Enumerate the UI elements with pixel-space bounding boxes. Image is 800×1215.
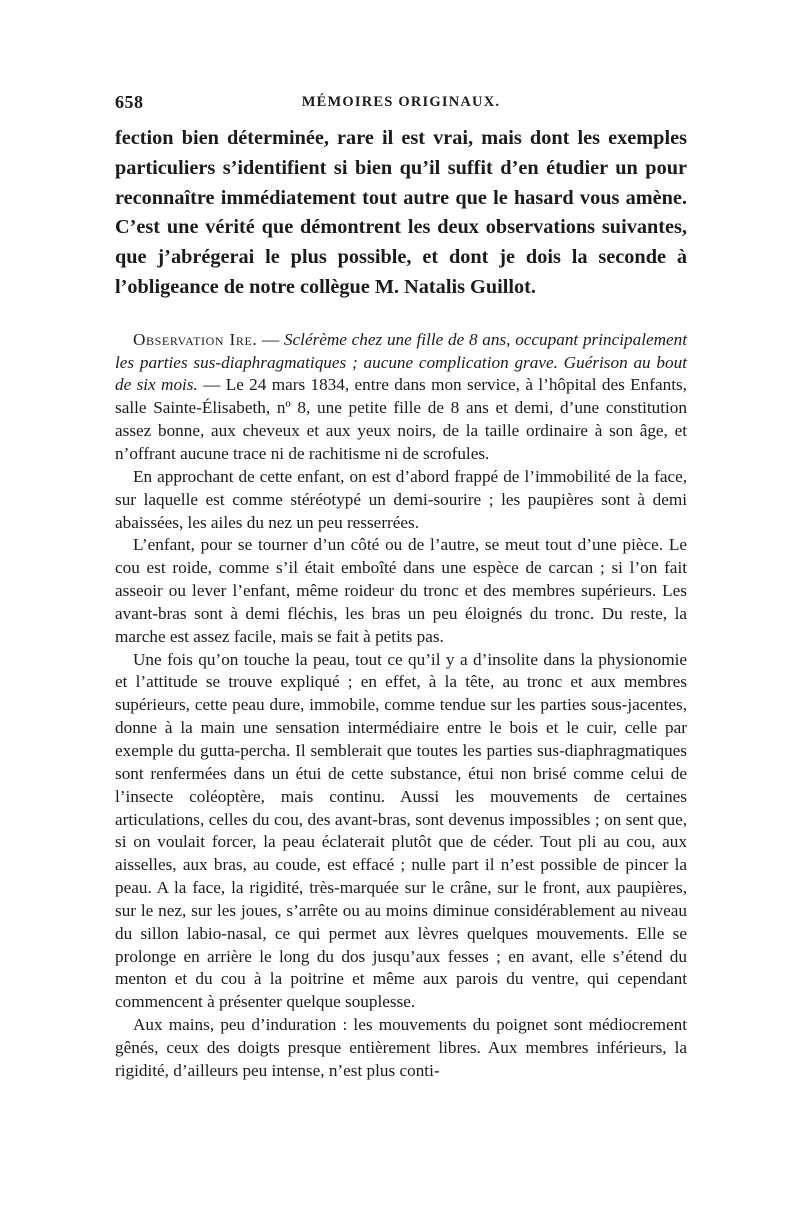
intro-paragraph: fection bien déterminée, rare il est vrai, mais dont les exemples particuliers s’identifient si bien qu’il suffit d’en étudier un pour reconnaître immédiatement tout autre que le hasard vous amène. C’est une vérité que démontrent les deux observations suivantes, que j’abrégerai le plus possible, et dont je dois la seconde à l’obligeance de notre collègue M. Natalis Guillot.: [115, 127, 687, 298]
observation-lead: — Le 24 mars 1834, entre dans mon service, à l’hôpital des Enfants, salle Sainte-Élisabeth, nº 8, une petite fille de 8 ans et demi, d’une constitution assez bonne, aux cheveux et aux yeux noirs, de la taille ordinaire à son âge, et n’offrant aucune trace ni de rachitisme ni de scrofules.: [115, 375, 687, 463]
observation-dash: —: [257, 329, 284, 349]
running-head: [115, 92, 687, 120]
observation-paragraph: Une fois qu’on touche la peau, tout ce qu’il y a d’insolite dans la physionomie et l’attitude se trouve expliqué ; en effet, à la tête, au tronc et aux membres supérieurs, cette peau dure, immobile, comme tendue sur les parties sous-jacentes, donne à la main une sensation intermédiaire entre le bois et le cuir, celle par exemple du gutta-percha. Il semblerait que toutes les parties sus-diaphragmatiques sont renfermées dans un étui de cette substance, étui non brisé comme celui de l’insecte coléoptère, mais continu. Aussi les mouvements de certaines articulations, celles du cou, des avant-bras, sont devenus impossibles ; on sent que, si on voulait forcer, la peau éclaterait plutôt que de céder. Tout pli au cou, aux aisselles, aux bras, au coude, est effacé ; nulle part il n’est possible de pincer la peau. A la face, la rigidité, très-marquée sur le crâne, sur le front, aux paupières, sur le nez, sur les joues, s’arrête ou au moins diminue considérablement au niveau du sillon labio-nasal, ce qui permet aux lèvres quelques mouvements. Elle se prolonge en arrière le long du dos jusqu’aux fesses ; en avant, elle s’étend du menton et du cou à la poitrine et même aux parois du ventre, qui cependant commencent à présenter quelque souplesse.: [115, 649, 687, 1012]
observation-title: Sclérème chez une fille de 8 ans, occupant principalement les parties sus-diaphragmatiques ; aucune complication grave. Guérison au bout de six mois.: [115, 329, 688, 395]
book-page: [115, 92, 687, 1083]
observation-opening-paragraph: [115, 329, 687, 466]
observation-label: Observation Ire.: [133, 329, 258, 349]
intro-paragraph-block: [115, 124, 687, 303]
observation-paragraph: En approchant de cette enfant, on est d’abord frappé de l’immobilité de la face, sur laquelle est comme stéréotypé un demi-sourire ; les paupières sont à demi abaissées, les ailes du nez un peu resserrées.: [115, 466, 687, 532]
observation-paragraph: Aux mains, peu d’induration : les mouvements du poignet sont médiocrement gênés, ceux des doigts presque entièrement libres. Aux membres inférieurs, la rigidité, d’ailleurs peu intense, n’est plus conti-: [115, 1015, 687, 1080]
running-title: MÉMOIRES ORIGINAUX.: [301, 94, 501, 110]
observation-paragraph: L’enfant, pour se tourner d’un côté ou de l’autre, se meut tout d’une pièce. Le cou est roide, comme s’il était emboîté dans une espèce de carcan ; si l’on fait asseoir ou lever l’enfant, même roideur du tronc et des membres supérieurs. Les avant-bras sont à demi fléchis, les bras un peu éloignés du tronc. Du reste, la marche est assez facile, mais se fait à petits pas.: [115, 535, 687, 646]
page-number: 658: [115, 92, 144, 112]
observation-section: [115, 329, 687, 1083]
